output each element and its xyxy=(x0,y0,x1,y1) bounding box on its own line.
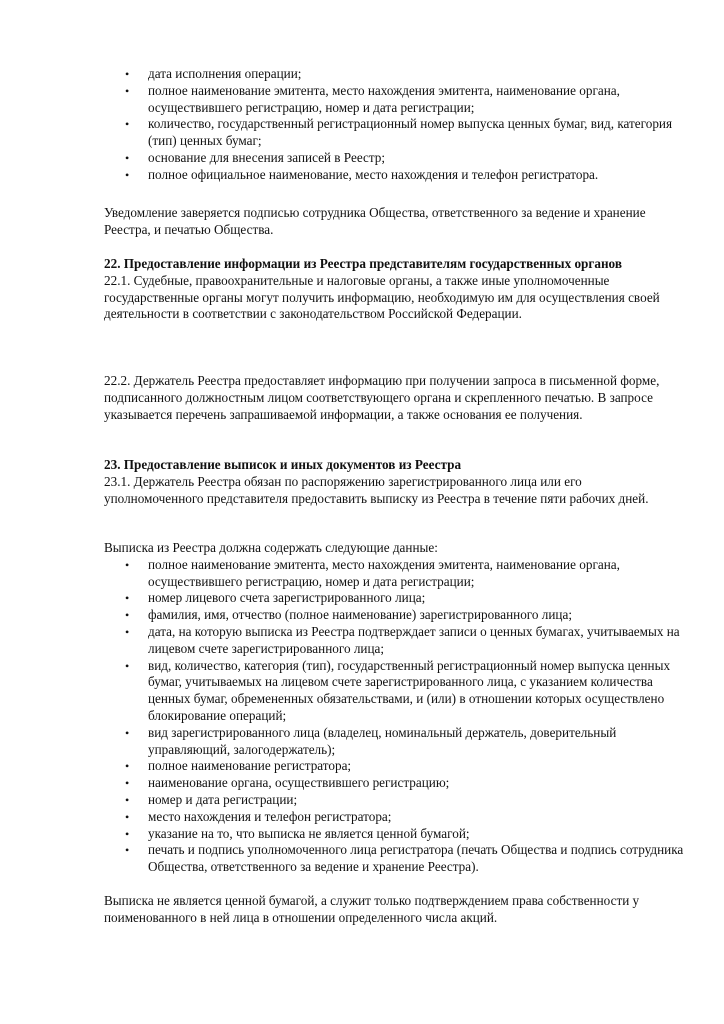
list-item: • полное наименование регистратора; xyxy=(104,758,684,775)
statement-intro: Выписка из Реестра должна содержать следующие данные: xyxy=(104,540,438,555)
section-22-1-paragraph: 22.1. Судебные, правоохранительные и налоговые органы, а также иные уполномоченные государственные органы могут получить информацию, необходимую им для осуществления своей деятельности в соответствии с законодательством Российской Федерации. xyxy=(104,272,660,322)
list-item: • указание на то, что выписка не является ценной бумагой; xyxy=(104,826,684,843)
notice-contents-list xyxy=(104,66,684,184)
list-item: • количество, государственный регистрационный номер выпуска ценных бумаг, вид, категория (тип) ценных бумаг; xyxy=(104,116,684,150)
list-item: • полное наименование эмитента, место нахождения эмитента, наименование органа, осуществившего регистрацию, номер и дата регистрации; xyxy=(104,557,684,591)
list-item: • наименование органа, осуществившего регистрацию; xyxy=(104,775,684,792)
list-item: • номер лицевого счета зарегистрированного лица; xyxy=(104,590,684,607)
closing-paragraph: Выписка не является ценной бумагой, а служит только подтверждением права собственности у поименованного в ней лица в отношении определенного числа акций. xyxy=(104,893,640,925)
list-item: • полное наименование эмитента, место нахождения эмитента, наименование органа, осуществившего регистрацию, номер и дата регистрации; xyxy=(104,83,684,117)
list-item: • печать и подпись уполномоченного лица регистратора (печать Общества и подпись сотрудника Общества, ответственного за ведение и хранение Реестра). xyxy=(104,842,684,876)
list-item: • номер и дата регистрации; xyxy=(104,792,684,809)
notice-paragraph: Уведомление заверяется подписью сотрудника Общества, ответственного за ведение и хранение Реестра, и печатью Общества. xyxy=(104,205,646,237)
section-23-heading: 23. Предоставление выписок и иных документов из Реестра xyxy=(104,457,462,472)
section-23-1-paragraph: 23.1. Держатель Реестра обязан по распоряжению зарегистрированного лица или его уполномоченного представителя предоставить выписку из Реестра в течение пяти рабочих дней. xyxy=(104,473,649,506)
list-item: • вид зарегистрированного лица (владелец, номинальный держатель, доверительный управляющий, залогодержатель); xyxy=(104,725,684,759)
section-22-heading: 22. Предоставление информации из Реестра представителям государственных органов xyxy=(104,256,622,271)
section-22-2-paragraph: 22.2. Держатель Реестра предоставляет информацию при получении запроса в письменной форме, подписанного должностным лицом соответствующего органа и скрепленного печатью. В запросе указывается перечень запрашиваемой информации, а также основания ее получения. xyxy=(104,373,660,422)
list-item: • вид, количество, категория (тип), государственный регистрационный номер выпуска ценных бумаг, учитываемых на лицевом счете зарегистрированного лица, с указанием количества ценных бумаг, обремененных обязательствами, и (или) в отношении которых осуществлено блокирование операций; xyxy=(104,658,684,725)
list-item: • полное официальное наименование, место нахождения и телефон регистратора. xyxy=(104,167,684,184)
list-item: • основание для внесения записей в Реестр; xyxy=(104,150,684,167)
list-item: • фамилия, имя, отчество (полное наименование) зарегистрированного лица; xyxy=(104,607,684,624)
statement-contents xyxy=(104,540,684,876)
section-23 xyxy=(104,457,684,507)
section-22 xyxy=(104,256,684,323)
list-item: • дата, на которую выписка из Реестра подтверждает записи о ценных бумагах, учитываемых на лицевом счете зарегистрированного лица; xyxy=(104,624,684,658)
list-item: • место нахождения и телефон регистратора; xyxy=(104,809,684,826)
list-item: • дата исполнения операции; xyxy=(104,66,684,83)
